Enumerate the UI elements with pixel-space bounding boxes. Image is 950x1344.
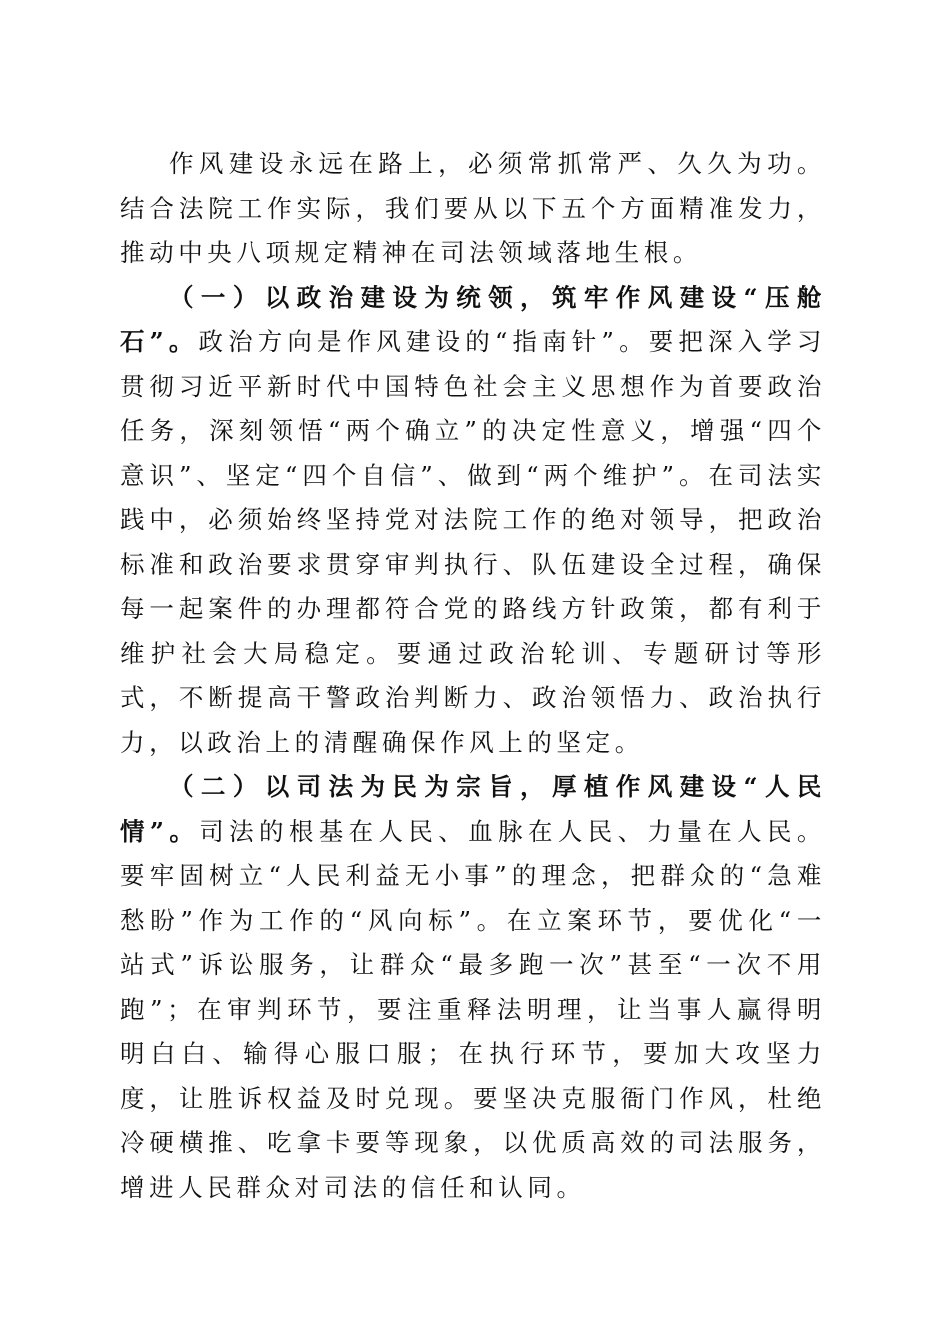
section-2-heading: （二）以司法为民为宗旨，厚植作风建设“人民情”。 [120,772,826,846]
paragraph-intro-text: 作风建设永远在路上，必须常抓常严、久久为功。结合法院工作实际，我们要从以下五个方面精准发力，推动中央八项规定精神在司法领域落地生根。 [120,149,826,267]
section-2-body: 司法的根基在人民、血脉在人民、力量在人民。要牢固树立“人民利益无小事”的理念，把群众的“急难愁盼”作为工作的“风向标”。在立案环节，要优化“一站式”诉讼服务，让群众“最多跑一次”甚至“一次不用跑”；在审判环节，要注重释法明理，让当事人赢得明明白白、输得心服口服；在执行环节，要加大攻坚力度，让胜诉权益及时兑现。要坚决克服衙门作风，杜绝冷硬横推、吃拿卡要等现象，以优质高效的司法服务，增进人民群众对司法的信任和认同。 [120,816,826,1202]
section-1-body: 政治方向是作风建设的“指南针”。要把深入学习贯彻习近平新时代中国特色社会主义思想作为首要政治任务，深刻领悟“两个确立”的决定性意义，增强“四个意识”、坚定“四个自信”、做到“两个维护”。在司法实践中，必须始终坚持党对法院工作的绝对领导，把政治标准和政治要求贯穿审判执行、队伍建设全过程，确保每一起案件的办理都符合党的路线方针政策，都有利于维护社会大局稳定。要通过政治轮训、专题研讨等形式，不断提高干警政治判断力、政治领悟力、政治执行力，以政治上的清醒确保作风上的坚定。 [120,327,826,757]
paragraph-intro [120,142,826,276]
paragraph-section-1 [120,276,826,766]
paragraph-section-2 [120,765,826,1210]
section-1-heading: （一）以政治建设为统领，筑牢作风建设“压舱石”。 [120,282,826,356]
body-text [120,142,826,1210]
